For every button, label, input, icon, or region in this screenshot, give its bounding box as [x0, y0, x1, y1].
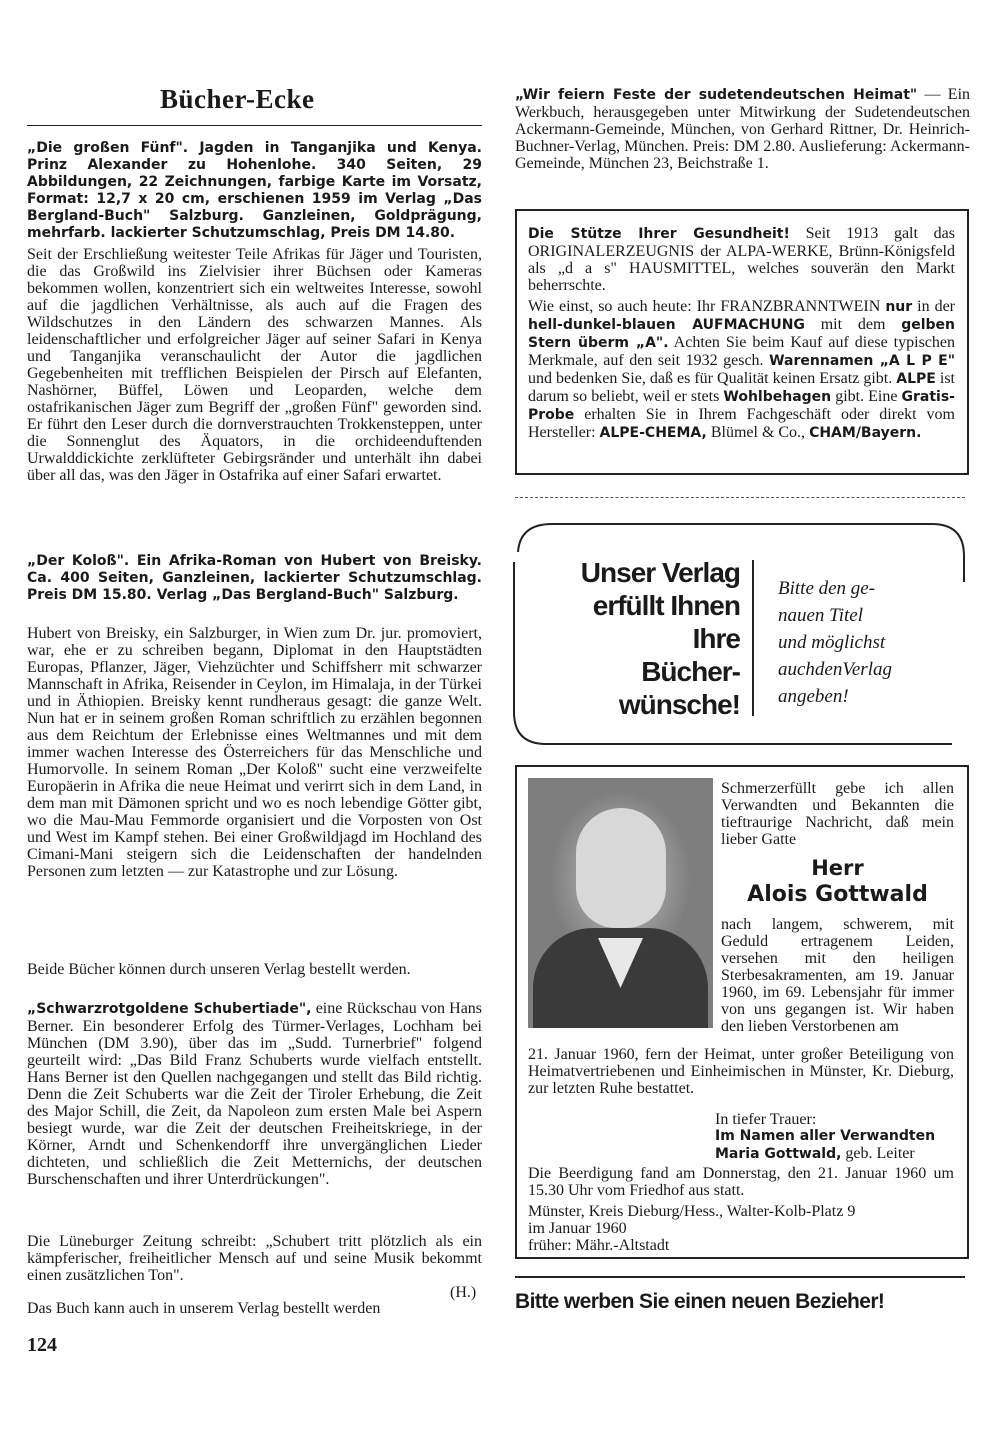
book2-heading: „Der Koloß". Ein Afrika-Roman von Hubert von Breisky. Ca. 400 Seiten, Ganzleinen, lackierter Schutzumschlag. Preis DM 15.80. Verlag „Das Bergland-Buch" Salzburg. — [27, 553, 482, 603]
ad-verlag-script — [778, 575, 892, 710]
obituary-maiden: geb. Leiter — [841, 1145, 915, 1162]
ad-verlag-line4: Bücher- — [641, 656, 740, 687]
book3-quote: Die Lüneburger Zeitung schreibt: „Schubert tritt plötzlich als ein kämpferischer, freiheitlicher Mensch auf und seine Musik bekommt einen zusätzlichen Ton". — [27, 1233, 482, 1284]
ad-alpe-t14: Gratis-Probe — [528, 389, 955, 423]
ad-alpe-t18: CHAM/Bayern. — [809, 425, 922, 441]
dashed-divider — [515, 497, 965, 499]
ad-alpe-t17: Blümel & Co., — [706, 424, 810, 441]
ad-alpe-t1: Wie einst, so auch heute: Ihr FRANZBRANNTWEIN — [528, 298, 886, 315]
ad-alpe-t13: gibt. Eine — [831, 388, 902, 405]
obituary-portrait — [528, 778, 713, 1028]
ad-alpe — [528, 225, 955, 442]
ad-verlag-line5: wünsche! — [618, 689, 740, 720]
ad-alpe-t3: in der — [912, 298, 956, 315]
portrait-head — [576, 808, 666, 928]
ad-verlag-headline — [560, 556, 740, 721]
book3-final: Das Buch kann auch in unserem Verlag bestellt werden — [27, 1300, 381, 1317]
ad-verlag-line3: Ihre — [692, 623, 740, 654]
ad-alpe-t5: mit dem — [804, 316, 902, 333]
footer-divider — [515, 1276, 965, 1278]
book4-text — [515, 86, 970, 172]
obituary-text2: 21. Januar 1960, fern der Heimat, unter großer Beteiligung von Heimatvertriebenen und Einheimischen in Münster, Kr. Dieburg, zur letzten Ruhe bestattet. — [528, 1046, 954, 1097]
ad-alpe-t7: Achten Sie beim Kauf auf diese typischen Merkmale, auf den seit 1932 gesch. — [528, 334, 955, 369]
book3-signature: (H.) — [450, 1284, 477, 1301]
ad-alpe-t10: ALPE — [896, 371, 936, 387]
obituary-signers2 — [715, 1145, 915, 1163]
ad-alpe-t6: gelben Stern überm „A". — [528, 317, 955, 351]
ad-alpe-t15: erhalten Sie in Ihrem Fachgeschäft oder direkt vom Hersteller: — [528, 406, 955, 441]
ad-alpe-t8: Warennamen „A L P E" — [769, 353, 955, 369]
ad-verlag-script2: nauen Titel — [778, 605, 863, 626]
ad-verlag-line2: erfüllt Ihnen — [592, 590, 740, 621]
ad-alpe-t16: ALPE-CHEMA, — [599, 425, 707, 441]
book4-body: — Ein Werkbuch, herausgegeben unter Mitwirkung der Sudetendeutschen Ackermann-Gemeinde, München, von Gerhard Rittner, Dr. Heinrich-Buchner-Verlag, München. Preis: DM 2.80. Auslieferung: Ackermann-Gemeinde, München 23, Beichstraße 1. — [515, 86, 971, 172]
ad-verlag-script3: und möglichst — [778, 632, 886, 653]
ad-alpe-intro: Seit 1913 galt das ORIGINALERZEUGNIS der ALPA-WERKE, Brünn-Königsfeld als „d a s" HAUSMITTEL, welches souverän den Markt beherrschte. — [528, 225, 955, 294]
book1-heading: „Die großen Fünf". Jagden in Tanganjika und Kenya. Prinz Alexander zu Hohenlohe. 340 Seiten, 29 Abbildungen, 22 Zeichnungen, farbige Karte im Vorsatz, Format: 12,7 x 20 cm, erschienen 1959 im Verlag „Das Bergland-Buch" Salzburg. Ganzleinen, Goldprägung, mehrfarb. lackierter Schutzumschlag, Preis DM 14.80. — [27, 140, 482, 241]
obituary-intro: Schmerzerfüllt gebe ich allen Verwandten und Bekannten die tieftraurige Nachricht, daß mein lieber Gatte — [721, 780, 954, 848]
ad-alpe-para1 — [528, 225, 955, 294]
book2-note: Beide Bücher können durch unseren Verlag bestellt werden. — [27, 961, 411, 978]
obituary-address — [528, 1203, 855, 1254]
ad-alpe-t9: und bedenken Sie, daß es für Qualität keinen Ersatz gibt. — [528, 370, 897, 387]
ad-alpe-t12: Wohlbehagen — [723, 389, 832, 405]
book3-body: eine Rückschau von Hans Berner. Ein besonderer Erfolg des Türmer-Verlages, Lochham bei München (DM 3.90), über das im „Sudd. Turnerbrief" folgend geurteilt wird: „Das Bild Franz Schuberts wurde vielfach entstellt. Hans Berner ist den Quellen nachgegangen und stellt das Bild richtig. Denn die Zeit Schuberts war die Zeit der Tiroler Erhebung, die Zeit des Major Schill, die Zeit, da Napoleon zum ersten Male bei Aspern besiegt wurde, war die Zeit der deutschen Freiheitskriege, in der Körner, Arndt und Schenkendorff ihre unvergänglichen Lieder dichteten, und schließlich die Zeit Metternichs, der deutschen Burschenschaften und ihrer Unterdrückungen". — [27, 1000, 483, 1188]
section-divider — [27, 125, 482, 126]
page-number: 124 — [27, 1334, 57, 1356]
book2-text: Hubert von Breisky, ein Salzburger, in Wien zum Dr. jur. promoviert, war, ehe er zu schreiben begann, Diplomat in den Hauptstädten Europas, Pflanzer, Jäger, Viehzüchter und Schiffsherr mit schwarzer Mannschaft in Afrika, Reisender in Ceylon, im Himalaja, in der Türkei und in Äthiopien. Breisky kennt rundheraus gesagt: die ganze Welt. Nun hat er in seinem großen Roman schriftlich zu erzählen begonnen aus dem Reichtum der Erlebnisse eines Weltmannes und mit dem immer wachen Interesse des Österreichers für das Menschliche und Humorvolle. In seinem Roman „Der Koloß" sucht eine verzweifelte Europäerin in Afrika die neue Heimat und verirrt sich in dem Land, in dem man mit Dämonen spricht und wo es noch lebendige Götter gibt, wo die Mau-Mau Femmorde organisiert und die Vorposten von Ost und West im Kampf stehen. Bei einer Großwildjagd im Hochland des Cimani-Mani steigern sich die Leidenschaften der handelnden Personen zum letzten — zur Katastrophe und zur Lösung. — [27, 625, 482, 880]
ad-verlag-script1: Bitte den ge- — [778, 578, 876, 599]
ad-alpe-t2: nur — [885, 299, 913, 315]
ad-alpe-t11: ist darum so beliebt, weil er stets — [528, 370, 955, 405]
ad-alpe-headline: Die Stütze Ihrer Gesundheit! — [528, 226, 790, 242]
obituary-mourning: In tiefer Trauer: — [715, 1111, 817, 1128]
footer-banner: Bitte werben Sie einen neuen Bezieher! — [515, 1290, 885, 1313]
ad-verlag-script4: auchdenVerlag — [778, 659, 892, 680]
ad-alpe-para2 — [528, 298, 955, 442]
book3-text — [27, 1000, 482, 1188]
ad-verlag-divider — [752, 560, 754, 716]
obituary-signers1: Im Namen aller Verwandten — [715, 1128, 936, 1144]
obituary-widow: Maria Gottwald, — [715, 1146, 842, 1162]
section-title: Bücher-Ecke — [160, 84, 315, 114]
obituary-text1: nach langem, schwerem, mit Geduld ertragenem Leiden, versehen mit den heiligen Sterbesakramenten, am 19. Januar 1960, im 69. Lebensjahr für immer von uns gegangen ist. Wir haben den lieben Verstorbenen am — [721, 916, 954, 1035]
book4-title: „Wir feiern Feste der sudetendeutschen Heimat" — [515, 87, 918, 103]
ad-verlag-line1: Unser Verlag — [580, 557, 740, 588]
obituary-funeral: Die Beerdigung fand am Donnerstag, den 21. Januar 1960 um 15.30 Uhr vom Friedhof aus statt. — [528, 1165, 954, 1199]
book3-title: „Schwarzrotgoldene Schubertiade", — [27, 1001, 312, 1017]
obituary-honorific: Herr — [811, 856, 864, 880]
ad-alpe-t4: hell-dunkel-blauen AUFMACHUNG — [528, 317, 805, 333]
obituary-address2: im Januar 1960 — [528, 1220, 627, 1237]
obituary-address3: früher: Mähr.-Altstadt — [528, 1237, 670, 1254]
book1-text: Seit der Erschließung weitester Teile Afrikas für Jäger und Touristen, die das Großwild ins Zielvisier ihrer Büchsen oder Kameras bekommen wollen, konzentriert sich ein weltweites Interesse, sowohl auf die jagdlichen Verhältnisse, als auch auf die Fragen des Wildschutzes in den Ländern des schwarzen Mannes. Als leidenschaftlicher und erfolgreicher Jäger auf seiner Safari in Kenya und Tanganjika veranschaulicht der Autor die jagdlichen Gegebenheiten mit trefflichen Beispielen der Pirsch auf Elefanten, Nashörner, Büffel, Löwen und Leoparden, welche dem ostafrikanischen Jäger zum Begriff der „großen Fünf" geworden sind. Er führt den Leser durch die dornverstrauchten Trokkensteppen, unter die Sonnenglut des Äquators, in die orchideenduftenden Urwalddickichte zerklüfteter Gebirgsränder und unterhält ihn dabei über all das, was den Jäger in Ostafrika auf einer Safari erwartet. — [27, 246, 482, 484]
obituary-name: Alois Gottwald — [747, 882, 928, 907]
ad-verlag-script5: angeben! — [778, 686, 849, 707]
obituary-address1: Münster, Kreis Dieburg/Hess., Walter-Kolb-Platz 9 — [528, 1203, 856, 1220]
